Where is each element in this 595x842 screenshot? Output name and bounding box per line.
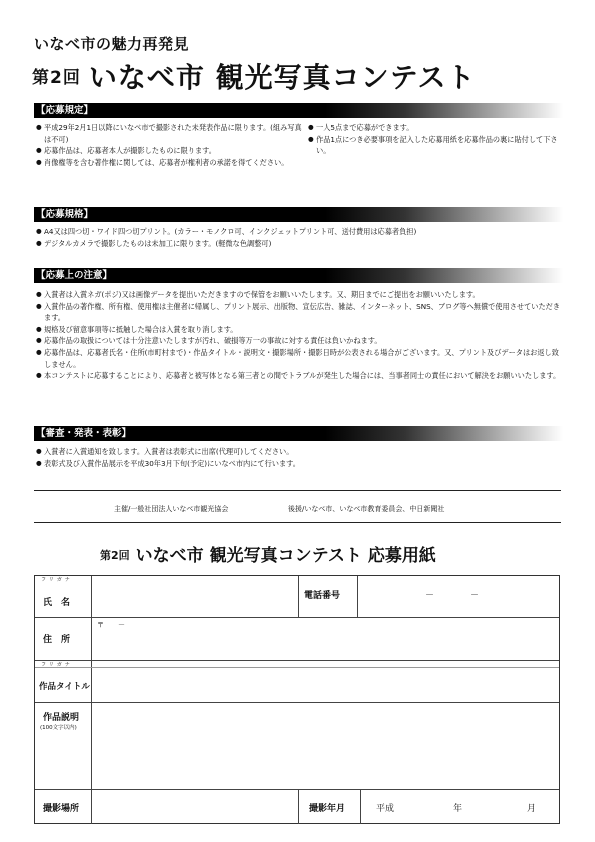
postal-prefix: 〒 － (97, 621, 125, 629)
form-grid-line (298, 789, 299, 824)
year-unit: 年 (453, 804, 463, 814)
description-note: (100文字以内) (40, 725, 77, 731)
rules-left-list (36, 122, 304, 168)
form-grid-line (35, 667, 559, 668)
sponsor-text: 主催/一般社団法人いなべ市観光協会 (114, 505, 229, 513)
form-grid-line (35, 789, 559, 790)
list-item: ● 応募作品は、応募者氏名・住所(市町村まで)・作品タイトル・説明文・撮影場所・撮影日時が公表される場合がございます。又、プリント及びデータはお返し致しません。 (36, 347, 564, 370)
form-grid-line (91, 576, 92, 824)
phone-label: 電話番号 (304, 591, 341, 601)
form-grid-line (360, 789, 361, 824)
list-item: ● 表彰式及び入賞作品展示を平成30年3月下旬(予定)にいなべ市内にて行います。 (36, 458, 560, 470)
section-heading-rules: 【応募規定】 (34, 103, 563, 118)
list-item: ● 本コンテストに応募することにより、応募者と被写体となる第三者との間でトラブルが発生した場合には、当事者同士の責任において解決をお願いいたします。 (36, 370, 564, 382)
title-number: 第2回 (32, 68, 81, 88)
description-label: 作品説明 (43, 713, 80, 723)
list-item: ● 平成29年2月1日以降にいなべ市で撮影された未発表作品に限ります。(組み写真は不可) (36, 122, 304, 145)
divider (34, 522, 561, 523)
form-title-number: 第2回 (100, 549, 130, 562)
form-grid-line (35, 702, 559, 703)
section-heading-notes: 【応募上の注意】 (34, 268, 563, 283)
judging-list (36, 446, 560, 469)
specs-list (36, 226, 560, 249)
era-label: 平成 (376, 804, 395, 814)
list-item: ● 規格及び留意事項等に抵触した場合は入賞を取り消します。 (36, 324, 564, 336)
list-item: ● 入賞者は入賞ネガ(ポジ)又は画像データを提出いただきますので保管をお願いいたします。又、期日までにご提出をお願いいたします。 (36, 289, 564, 301)
support-text: 後援/いなべ市、いなべ市教育委員会、中日新聞社 (288, 505, 445, 513)
address-label: 住 所 (43, 635, 71, 645)
list-item: ● 応募作品の取扱については十分注意いたしますが汚れ、破損等万一の事故に対する責任は負いかねます。 (36, 335, 564, 347)
form-grid-line (357, 576, 358, 617)
list-item: ● 肖像権等を含む著作権に関しては、応募者が権利者の承諾を得てください。 (36, 157, 304, 169)
list-item: ● 応募作品は、応募者本人が撮影したものに限ります。 (36, 145, 304, 157)
furigana-label: フリガナ (41, 577, 73, 583)
month-unit: 月 (527, 804, 537, 814)
title-main: いなべ市 観光写真コンテスト (88, 61, 476, 94)
name-label: 氏 名 (43, 598, 71, 608)
date-label: 撮影年月 (309, 804, 346, 814)
list-item: ● デジタルカメラで撮影したものは未加工に限ります。(軽微な色調整可) (36, 238, 560, 250)
list-item: ● 入賞作品の著作権、所有権、使用権は主催者に帰属し、プリント展示、出版物、宣伝広告、雑誌、インターネット、SNS、ブログ等へ無償で使用させていただきます。 (36, 301, 564, 324)
list-item: ● 入賞者に入賞通知を致します。入賞者は表彰式に出席(代理可)してください。 (36, 446, 560, 458)
form-grid-line (35, 617, 559, 618)
work-title-label: 作品タイトル (39, 682, 90, 692)
location-label: 撮影場所 (43, 804, 80, 814)
page-title (32, 56, 475, 96)
list-item: ● 一人5点まで応募ができます。 (308, 122, 560, 134)
list-item: ● A4又は四つ切・ワイド四つ切プリント。(カラー・モノクロ可、インクジェットプリント可、送付費用は応募者負担) (36, 226, 560, 238)
form-grid-line (298, 576, 299, 617)
form-title-main: いなべ市 観光写真コンテスト 応募用紙 (135, 546, 436, 566)
section-heading-judging: 【審査・発表・表彰】 (34, 426, 563, 441)
application-form (34, 575, 560, 824)
phone-value: － － (425, 591, 480, 601)
divider (34, 490, 561, 491)
section-heading-specs: 【応募規格】 (34, 207, 563, 222)
form-grid-line (35, 660, 559, 661)
subtitle: いなべ市の魅力再発見 (34, 35, 190, 53)
list-item: ● 作品1点につき必要事項を記入した応募用紙を応募作品の裏に貼付して下さい。 (308, 134, 560, 157)
notes-list (36, 289, 564, 382)
furigana-label: フリガナ (41, 662, 73, 668)
form-title (100, 541, 436, 566)
rules-right-list (308, 122, 560, 157)
